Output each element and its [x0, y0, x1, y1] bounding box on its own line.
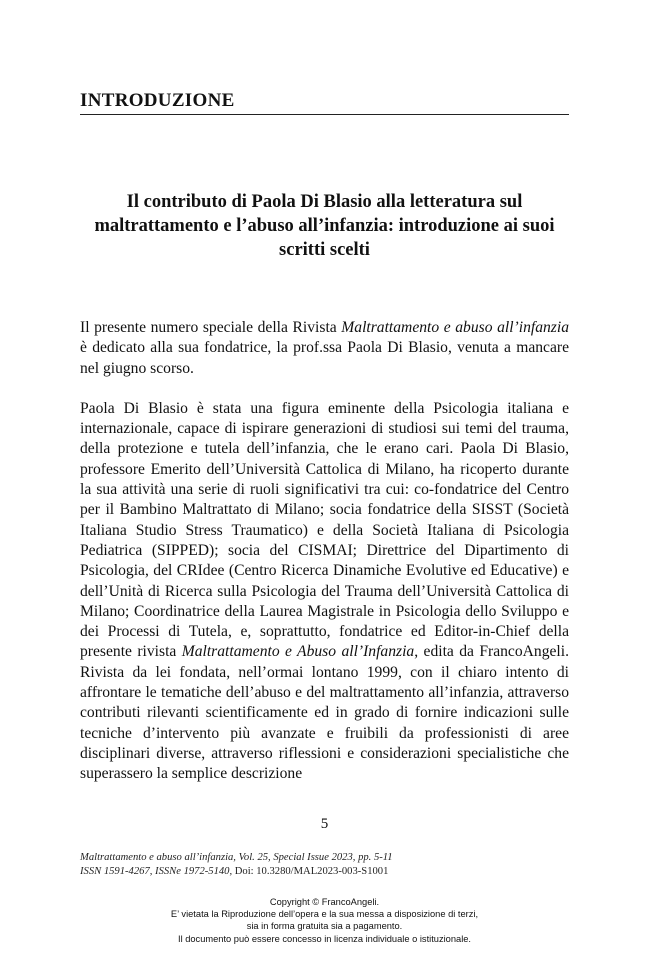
- article-title: Il contributo di Paola Di Blasio alla letteratura sul maltrattamento e l’abuso all’infanzia: introduzione ai suoi scritti scelti: [94, 192, 555, 260]
- copyright-line: Il documento può essere concesso in licenza individuale o istituzionale.: [177, 933, 472, 944]
- citation-line: Maltrattamento e abuso all’infanzia, Vol. 25, Special Issue 2023, pp. 5-11: [80, 852, 393, 863]
- paragraph-text: Il presente numero speciale della Rivista: [80, 319, 342, 336]
- paragraph-text: , edita da FrancoAngeli. Rivista da lei fondata, nell’ormai lontano 1999, con il chiaro intento di affrontare le tematiche dell’abuso e del maltrattamento all’infanzia, attraverso contributi rilevanti scientificamente ed in grado di fornire indicazioni sulle tecniche d’intervento più avanzate e fruibili da professionisti di aree disciplinari diverse, attraverso riflessioni e considerazioni specialistiche che superassero la semplice descrizione: [80, 643, 569, 783]
- journal-name: Maltrattamento e abuso all’infanzia: [341, 319, 569, 336]
- issn-doi-line: [80, 865, 569, 879]
- paragraph-biography: [80, 399, 569, 785]
- copyright-line: Copyright © FrancoAngeli.: [269, 897, 380, 907]
- journal-name: Maltrattamento e Abuso all’Infanzia: [181, 643, 415, 661]
- copyright-line: E’ vietata la Riproduzione dell’opera e la sua messa a disposizione di terzi,: [170, 909, 479, 920]
- paragraph-text: è dedicato alla sua fondatrice, la prof.ssa Paola Di Blasio, venuta a mancare nel giugno scorso.: [80, 339, 569, 377]
- copyright-notice: [80, 896, 569, 945]
- paragraph-intro: [80, 318, 569, 379]
- issn: ISSN 1591-4267, ISSNe 1972-5140,: [80, 865, 233, 877]
- paragraph-text: Paola Di Blasio è stata una figura eminente della Psicologia italiana e internazionale, capace di ispirare generazioni di studiosi sui temi del trauma, della protezione e tutela dell’infanzia, che le erano cari. Paola Di Blasio, professore Emerito dell’Università Cattolica di Milano, ha ricoperto durante la sua attività una serie di ruoli significativi tra cui: co-fondatrice del Centro per il Bambino Maltrattato di Milano; socia fondatrice della SISST (Società Italiana Studio Stress Traumatico) e della Società Italiana di Psicologia Pediatrica (SIPPED); socia del CISMAI; Direttrice del Dipartimento di Psicologia, del CRIdee (Centro Ricerca Dinamiche Evolutive ed Educative) e dell’Unità di Ricerca sulla Psicologia del Trauma dell’Università Cattolica di Milano; Coordinatrice della Laurea Magistrale in Psicologia dello Sviluppo e dei Processi di Tutela, e, soprattutto, fondatrice ed Editor-in-Chief della presente rivista: [80, 399, 569, 661]
- copyright-line: sia in forma gratuita sia a pagamento.: [246, 921, 403, 932]
- page-number: 5: [320, 816, 329, 832]
- footer-citation: [80, 851, 569, 878]
- doi: Doi: 10.3280/MAL2023-003-S1001: [232, 865, 389, 877]
- section-heading: INTRODUZIONE: [80, 90, 569, 115]
- body-text: [80, 318, 569, 785]
